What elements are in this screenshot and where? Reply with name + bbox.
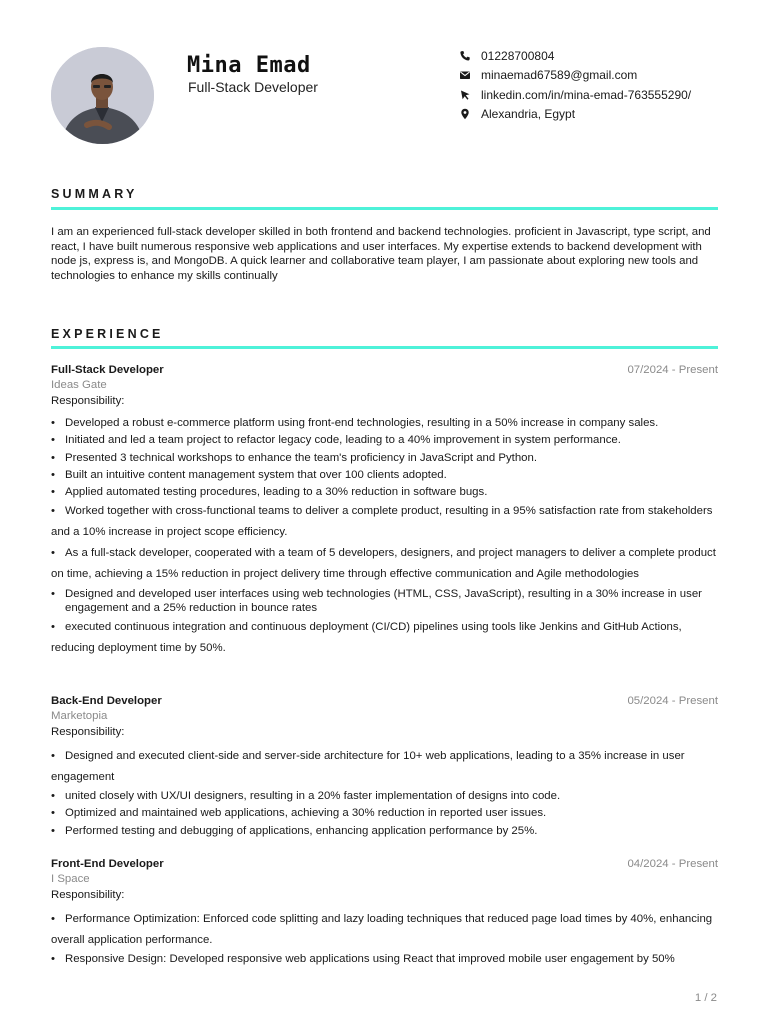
contact-linkedin[interactable] xyxy=(459,85,691,105)
contact-text: 01228700804 xyxy=(481,48,555,63)
link-cursor-icon xyxy=(459,89,471,101)
company-name: Marketopia xyxy=(51,710,108,722)
summary-heading: SUMMARY xyxy=(51,187,138,201)
experience-divider xyxy=(51,346,718,349)
bullet-item: • united closely with UX/UI designers, resulting in a 20% faster implementation of designs into code. xyxy=(51,790,561,802)
responsibility-label: Responsibility: xyxy=(51,395,125,407)
experience-heading: EXPERIENCE xyxy=(51,327,164,341)
phone-icon xyxy=(459,50,471,62)
bullet-item: • Applied automated testing procedures, leading to a 30% reduction in software bugs. xyxy=(51,486,488,499)
job-entry xyxy=(51,858,718,968)
summary-text: I am an experienced full-stack developer skilled in both frontend and backend technologies. proficient in Javascript, type script, and react, I have built numerous responsive web applications and user interfaces. My expertise extends to backend development with node js, express is, and MongoDB. A quick learner and collaborative team player, I am passionate about exploring new tools and technologies to enhance my skills continually xyxy=(51,226,711,282)
location-pin-icon xyxy=(459,108,471,120)
responsibility-label: Responsibility: xyxy=(51,726,125,738)
job-title: Front-End Developer xyxy=(51,858,164,870)
bullet-item: • Built an intuitive content management system that over 100 clients adopted. xyxy=(51,468,447,481)
bullet-item: • Responsive Design: Developed responsive web applications using React that improved mobile user engagement by 50% xyxy=(51,953,675,965)
bullet-item: • Optimized and maintained web applications, achieving a 30% reduction in reported user issues. xyxy=(51,807,547,820)
job-date: 05/2024 - Present xyxy=(627,695,718,707)
company-name: Ideas Gate xyxy=(51,379,107,391)
bullet-list xyxy=(51,746,718,840)
bullet-item: • Developed a robust e-commerce platform using front-end technologies, resulting in a 50% increase in company sales. xyxy=(51,417,659,429)
contact-phone xyxy=(459,46,691,66)
contact-text: minaemad67589@gmail.com xyxy=(481,68,638,83)
contact-list xyxy=(459,46,691,124)
profile-photo xyxy=(51,47,154,144)
bullet-item: • Presented 3 technical workshops to enhance the team's proficiency in JavaScript and Python. xyxy=(51,451,537,464)
bullet-item: • Designed and executed client-side and server-side architecture for 10+ web applications, leading to a 35% increase in user engagement xyxy=(51,750,685,783)
bullet-item: • Performance Optimization: Enforced code splitting and lazy loading techniques that reduced page load times by 40%, enhancing overall application performance. xyxy=(51,913,713,946)
bullet-item: • executed continuous integration and continuous deployment (CI/CD) pipelines using tools like Jenkins and GitHub Actions, reducing deployment time by 50%. xyxy=(51,620,682,654)
email-icon xyxy=(459,69,471,81)
bullet-item: • As a full-stack developer, cooperated with a team of 5 developers, designers, and project managers to deliver a complete product on time, achieving a 15% reduction in project delivery time through effective communication and Agile methodologies xyxy=(51,547,716,581)
bullet-item: • Designed and developed user interfaces using web technologies (HTML, CSS, JavaScript), resulting in a 30% increase in user engagement and a 25% reduction in bounce rates xyxy=(51,587,702,614)
contact-text[interactable]: linkedin.com/in/mina-emad-763555290/ xyxy=(481,87,692,102)
company-name: I Space xyxy=(51,873,90,885)
job-title: Full-Stack Developer xyxy=(51,364,164,376)
candidate-role: Full-Stack Developer xyxy=(188,79,318,95)
bullet-item: • Performed testing and debugging of applications, enhancing application performance by 25%. xyxy=(51,824,538,837)
contact-email xyxy=(459,66,691,86)
job-date: 07/2024 - Present xyxy=(627,364,718,376)
candidate-name: Mina Emad xyxy=(187,53,311,78)
page-number: 1 / 2 xyxy=(694,992,717,1004)
bullet-list xyxy=(51,415,718,659)
bullet-item: • Worked together with cross-functional teams to deliver a complete product, resulting in a 95% satisfaction rate from stakeholders and a 10% increase in project scope efficiency. xyxy=(51,505,713,539)
job-title: Back-End Developer xyxy=(51,695,162,707)
contact-location xyxy=(459,105,691,125)
contact-text: Alexandria, Egypt xyxy=(481,107,576,122)
bullet-item: • Initiated and led a team project to refactor legacy code, leading to a 40% improvement in system performance. xyxy=(51,434,621,447)
job-entry xyxy=(51,364,718,659)
responsibility-label: Responsibility: xyxy=(51,889,125,901)
bullet-list xyxy=(51,909,718,968)
summary-divider xyxy=(51,207,718,210)
job-date: 04/2024 - Present xyxy=(627,858,718,870)
job-entry xyxy=(51,695,718,840)
